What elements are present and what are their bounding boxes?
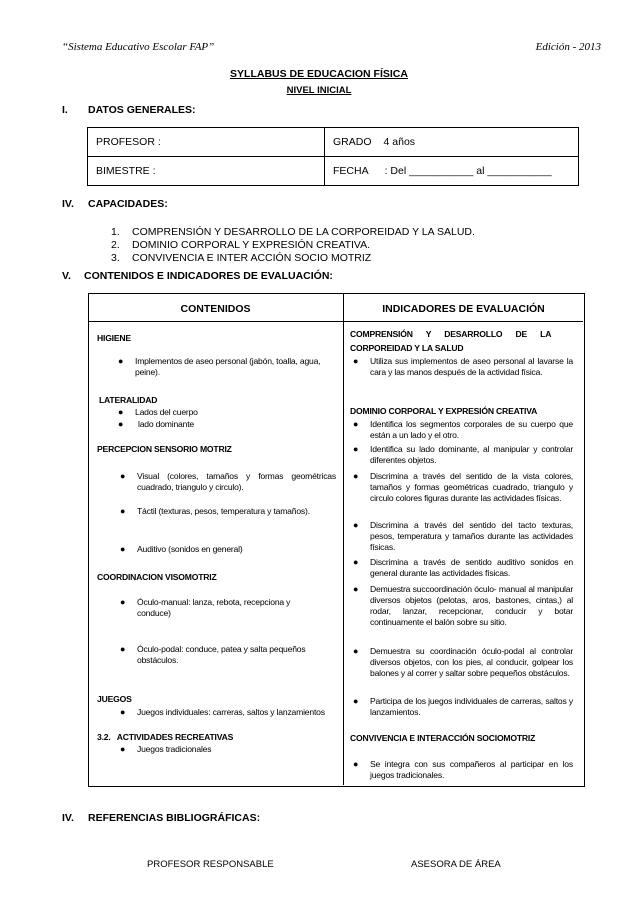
list-item <box>120 506 341 517</box>
list-item <box>120 597 317 619</box>
footer-asesora: ASESORA DE ÁREA <box>411 859 501 870</box>
list-item <box>118 356 339 378</box>
column-header-indicadores: INDICADORES DE EVALUACIÓN <box>382 303 545 315</box>
profesor-label: PROFESOR : <box>96 136 161 148</box>
heading-actividades: 3.2. ACTIVIDADES RECREATIVAS <box>97 732 234 742</box>
item-text: Participa de los juegos individuales de carreras, saltos y lanzamientos. <box>370 696 573 717</box>
bullet-icon: ● <box>118 407 124 417</box>
header-right: Edición - 2013 <box>535 41 601 53</box>
heading-higiene: HIGIENE <box>97 333 131 343</box>
item-text: lado dominante <box>138 419 194 429</box>
footer-profesor: PROFESOR RESPONSABLE <box>147 859 274 870</box>
list-item <box>120 644 317 666</box>
item-text: Táctil (texturas, pesos, temperatura y tamaños). <box>137 506 310 516</box>
list-item <box>353 471 573 504</box>
profesor-cell <box>88 128 325 157</box>
bullet-icon: ● <box>120 707 126 717</box>
bimestre-label: BIMESTRE : <box>96 165 156 177</box>
item-text: Utiliza sus implementos de aseo personal al lavarse la cara y las manos después de la actividad física. <box>370 356 573 377</box>
heading-convivencia: CONVIVENCIA E INTERACCIÓN SOCIOMOTRIZ <box>350 733 536 743</box>
list-item <box>353 356 573 378</box>
section-referencias <box>62 812 260 824</box>
item-text: Demuestra su coordinación óculo-podal al controlar diversos objetos, con los pies, al conducir, golpear los balones y al correr y saltar sobre pequeños obstáculos. <box>370 646 573 678</box>
section-label: CONTENIDOS E INDICADORES DE EVALUACIÓN: <box>84 270 333 282</box>
page-title: SYLLABUS DE EDUCACION FÍSICA <box>230 68 408 80</box>
header-left: “Sistema Educativo Escolar FAP” <box>62 41 215 53</box>
fecha-label: FECHA <box>333 165 369 177</box>
section-number: IV. <box>62 812 74 824</box>
section-contenidos <box>62 270 333 282</box>
section-label: CAPACIDADES: <box>88 198 168 210</box>
section-number: V. <box>62 270 71 282</box>
section-label: DATOS GENERALES: <box>88 104 196 116</box>
item-number: 3. <box>111 252 120 264</box>
bullet-icon: ● <box>353 520 359 530</box>
item-text: Demuestra succoordinación óculo- manual al manipular diversos objetos (pelotas, aros, bastones, cintas,) al rodar, lanzar, recepcionar, conducir y botar continuamente el balón sobre su sitio. <box>370 584 573 627</box>
bullet-icon: ● <box>120 644 126 654</box>
section-general <box>62 104 196 116</box>
bullet-icon: ● <box>353 419 359 429</box>
page-subtitle: NIVEL INICIAL <box>286 85 352 96</box>
item-text: Juegos individuales: carreras, saltos y lanzamientos <box>137 707 325 717</box>
bullet-icon: ● <box>353 759 359 769</box>
list-item <box>120 471 336 493</box>
bullet-icon: ● <box>120 506 126 516</box>
bullet-icon: ● <box>353 646 359 656</box>
item-number: 2. <box>111 239 120 251</box>
item-text: DOMINIO CORPORAL Y EXPRESIÓN CREATIVA. <box>132 239 371 251</box>
heading-dominio: DOMINIO CORPORAL Y EXPRESIÓN CREATIVA <box>350 406 538 416</box>
list-item <box>120 544 337 555</box>
list-item <box>353 444 573 466</box>
list-item <box>353 696 573 718</box>
section-capacidades <box>62 198 168 210</box>
grado-cell <box>325 128 579 157</box>
list-item <box>120 707 342 718</box>
heading-juegos: JUEGOS <box>97 694 132 704</box>
bullet-icon: ● <box>118 356 124 366</box>
item-text: Identifica los segmentos corporales de su cuerpo que están a un lado y el otro. <box>370 419 573 440</box>
heading-lateralidad: LATERALIDAD <box>99 395 158 405</box>
header-divider <box>88 321 583 322</box>
item-text: Óculo-manual: lanza, rebota, recepciona y conduce) <box>137 597 291 618</box>
bullet-icon: ● <box>353 696 359 706</box>
item-text: Discrimina a través del sentido de la vista colores, tamaños y formas geométricas cuadrado, triangulo y circulo colores figuras durante las actividades físicas. <box>370 471 573 503</box>
item-text: Juegos tradicionales <box>137 744 212 754</box>
general-data-table <box>87 127 579 186</box>
capacidades-list <box>111 226 475 265</box>
fecha-cell <box>325 157 579 186</box>
column-header-contenidos: CONTENIDOS <box>180 303 251 315</box>
item-text: Se integra con sus compañeros al participar en los juegos tradicionales. <box>370 759 573 780</box>
bullet-icon: ● <box>353 471 359 481</box>
list-item <box>353 646 573 679</box>
list-item <box>353 557 573 579</box>
bullet-icon: ● <box>353 444 359 454</box>
heading-corporeidad: CORPOREIDAD Y LA SALUD <box>350 343 464 353</box>
item-text: Visual (colores, tamaños y formas geométricas cuadrado, triangulo y circulo). <box>137 471 336 492</box>
list-item <box>120 744 337 755</box>
list-item <box>118 407 335 418</box>
bullet-icon: ● <box>118 419 124 429</box>
heading-coordinacion: COORDINACION VISOMOTRIZ <box>97 572 217 582</box>
section-number: IV. <box>62 198 74 210</box>
bullet-icon: ● <box>120 471 126 481</box>
section-number: I. <box>62 104 68 116</box>
grado-label: GRADO <box>333 136 372 148</box>
column-divider <box>343 293 344 785</box>
item-text: Identifica su lado dominante, al manipular y controlar diferentes objetos. <box>370 444 573 465</box>
list-item <box>353 584 573 628</box>
item-text: COMPRENSIÓN Y DESARROLLO DE LA CORPOREIDAD Y LA SALUD. <box>132 226 475 238</box>
item-text: Discrimina a través de sentido auditivo sonidos en general durante las actividades físicas. <box>370 557 573 578</box>
bullet-icon: ● <box>353 557 359 567</box>
bullet-icon: ● <box>120 744 126 754</box>
item-text: Implementos de aseo personal (jabón, toalla, agua, peine). <box>135 356 321 377</box>
bullet-icon: ● <box>353 356 359 366</box>
fecha-value: : Del ___________ al ___________ <box>384 165 552 177</box>
list-item <box>353 520 573 553</box>
heading-comprension: COMPRENSIÓN Y DESARROLLO DE LA <box>350 329 552 339</box>
item-text: Discrimina a través del sentido del tacto texturas, pesos, temperatura y tamaños durante las actividades físicas. <box>370 520 573 552</box>
item-text: Auditivo (sonidos en general) <box>137 544 243 554</box>
list-item <box>353 419 573 441</box>
bullet-icon: ● <box>120 544 126 554</box>
list-item <box>111 252 475 265</box>
section-label: REFERENCIAS BIBLIOGRÁFICAS: <box>88 812 261 824</box>
grado-value: 4 años <box>383 136 416 148</box>
item-text: Óculo-podal: conduce, patea y salta pequeños obstáculos. <box>137 644 306 665</box>
list-item <box>118 419 338 430</box>
bullet-icon: ● <box>353 584 359 594</box>
list-item <box>111 226 475 239</box>
item-text: Lados del cuerpo <box>135 407 198 417</box>
heading-percepcion: PERCEPCION SENSORIO MOTRIZ <box>97 444 232 454</box>
bimestre-cell <box>88 157 325 186</box>
item-number: 1. <box>111 226 120 238</box>
list-item <box>111 239 475 252</box>
item-text: CONVIVENCIA E INTER ACCIÓN SOCIO MOTRIZ <box>132 252 372 264</box>
bullet-icon: ● <box>120 597 126 607</box>
list-item <box>353 759 573 781</box>
